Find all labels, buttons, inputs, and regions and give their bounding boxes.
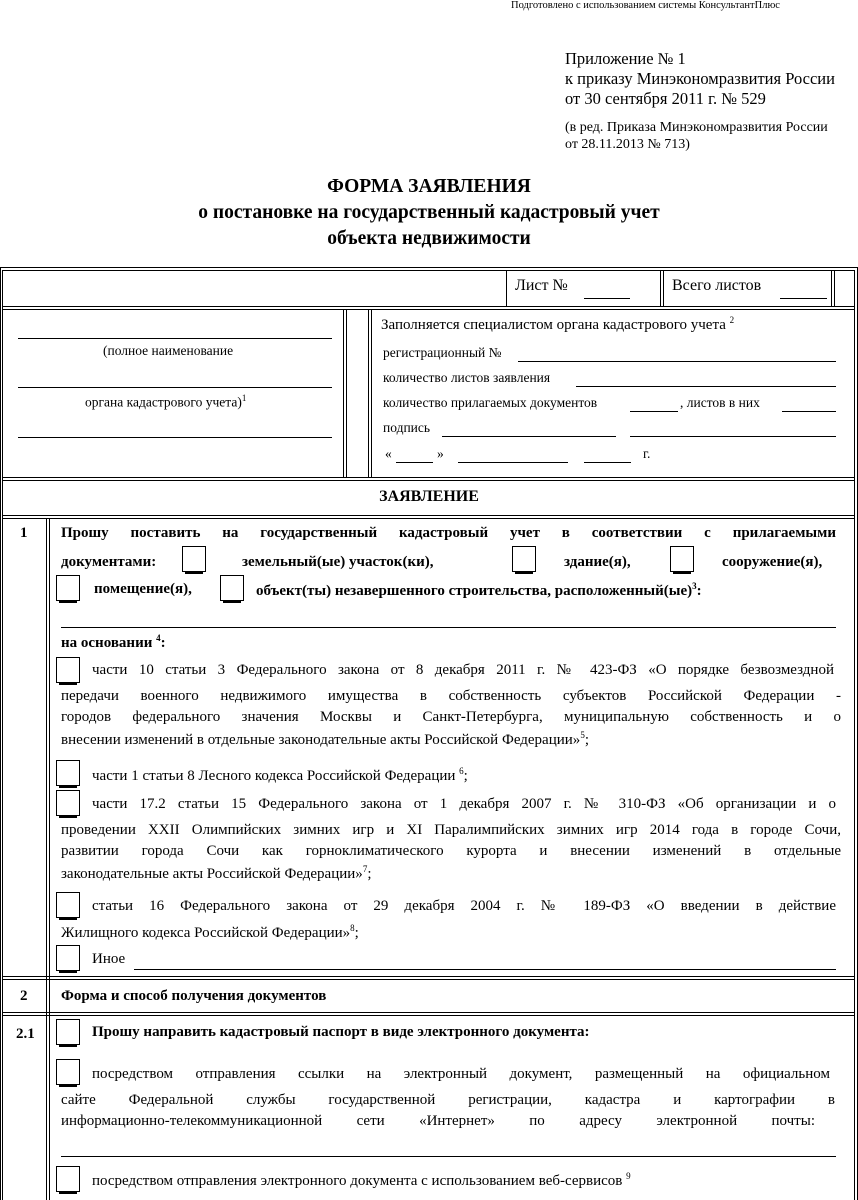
- date-close-quote: »: [437, 446, 444, 461]
- basis-other-field[interactable]: [134, 969, 836, 970]
- total-sheets-label: Всего листов: [672, 277, 762, 294]
- docs-count-field[interactable]: [630, 411, 678, 412]
- web-services-checkbox[interactable]: [56, 1166, 80, 1192]
- basis-option-3-line-1: части 17.2 статьи 15 Федерального закона от 1 декабря 2007 г. № 310-ФЗ «Об организации и о: [92, 796, 836, 812]
- reg-number-field[interactable]: [518, 361, 836, 362]
- location-field[interactable]: [61, 627, 836, 628]
- authority-caption-2: органа кадастрового учета)$^1$: [85, 393, 247, 410]
- appendix-line-2: к приказу Минэкономразвития России: [565, 69, 835, 88]
- basis-option-4-line-2: Жилищного кодекса Российской Федерации»$^8$;: [61, 923, 359, 941]
- land-label: земельный(ые) участок(ки),: [242, 554, 434, 570]
- basis-option-1-line-4: внесении изменений в отдельные законодательные акты Российской Федерации»$^5$;: [61, 730, 589, 748]
- send-link-line-2: сайте Федеральной службы государственной регистрации, кадастра и картографии в: [61, 1092, 835, 1108]
- section-2-heading: Форма и способ получения документов: [61, 988, 327, 1004]
- basis-option-1-line-1: части 10 статьи 3 Федерального закона от 8 декабря 2011 г. № 423-ФЗ «О порядке безвозмездной: [92, 662, 834, 678]
- send-link-checkbox[interactable]: [56, 1059, 80, 1085]
- structure-checkbox[interactable]: [670, 546, 694, 572]
- send-link-line-3: информационно-телекоммуникационной сети «Интернет» по адресу электронной почты:: [61, 1113, 815, 1129]
- year-suffix: г.: [643, 446, 651, 461]
- appendix-line-1: Приложение № 1: [565, 49, 686, 68]
- land-checkbox[interactable]: [182, 546, 206, 572]
- premises-checkbox[interactable]: [56, 575, 80, 601]
- premises-label: помещение(я),: [94, 581, 192, 597]
- building-checkbox[interactable]: [512, 546, 536, 572]
- authority-name-field-1[interactable]: [18, 338, 332, 339]
- appendix-edition-1: (в ред. Приказа Минэкономразвития России: [565, 120, 828, 135]
- authority-caption-1: (полное наименование: [103, 343, 234, 358]
- date-year-field[interactable]: [584, 462, 631, 463]
- section-1-request: Прошу поставить на государственный кадастровый учет в соответствии с прилагаемыми: [61, 525, 836, 541]
- section-2-1-number: 2.1: [16, 1026, 35, 1042]
- basis-option-4-checkbox[interactable]: [56, 892, 80, 918]
- form-subtitle-2: объекта недвижимости: [327, 228, 531, 249]
- total-sheets-field[interactable]: [780, 298, 827, 299]
- signature-name-field[interactable]: [630, 436, 836, 437]
- section-2-number: 2: [20, 988, 28, 1004]
- statement-heading: ЗАЯВЛЕНИЕ: [379, 488, 479, 505]
- sheet-number-label: Лист №: [515, 277, 568, 294]
- building-label: здание(я),: [564, 554, 631, 570]
- basis-option-1-line-3: городов федерального значения Москвы и Санкт-Петербурга, муниципальную собственность и о: [61, 709, 841, 725]
- pages-count-field[interactable]: [576, 386, 836, 387]
- docs-sheets-field[interactable]: [782, 411, 836, 412]
- basis-option-4-line-1: статьи 16 Федерального закона от 29 декабря 2004 г. № 189-ФЗ «О введении в действие: [92, 898, 836, 914]
- pages-count-label: количество листов заявления: [383, 370, 551, 385]
- basis-option-3-checkbox[interactable]: [56, 790, 80, 816]
- date-month-field[interactable]: [458, 462, 568, 463]
- sheet-number-field[interactable]: [584, 298, 630, 299]
- basis-label: на основании $^4$:: [61, 633, 166, 651]
- basis-option-3-line-2: проведении XXII Олимпийских зимних игр и XI Паралимпийских зимних игр 2014 года в городе Сочи,: [61, 822, 841, 838]
- unfinished-label: объект(ты) незавершенного строительства, расположенный(ые)$^3$:: [256, 581, 702, 599]
- date-day-field[interactable]: [396, 462, 433, 463]
- signature-label: подпись: [383, 420, 431, 435]
- appendix-line-3: от 30 сентября 2011 г. № 529: [565, 89, 766, 108]
- basis-option-2-checkbox[interactable]: [56, 760, 80, 786]
- basis-option-1-line-2: передачи военного недвижимого имущества в собственность субъектов Российской Федерации -: [61, 688, 841, 704]
- web-services-label: посредством отправления электронного документа с использованием веб-сервисов $^9$: [92, 1171, 631, 1189]
- section-1-number: 1: [20, 525, 28, 541]
- specialist-heading: Заполняется специалистом органа кадастрового учета $^2$: [381, 315, 735, 333]
- email-field[interactable]: [61, 1156, 836, 1157]
- date-open-quote: «: [385, 446, 392, 461]
- authority-name-field-2[interactable]: [18, 387, 332, 388]
- authority-name-field-3[interactable]: [18, 437, 332, 438]
- form-title: ФОРМА ЗАЯВЛЕНИЯ: [327, 176, 531, 197]
- electronic-passport-checkbox[interactable]: [56, 1019, 80, 1045]
- basis-other-label: Иное: [92, 951, 126, 967]
- signature-field[interactable]: [442, 436, 616, 437]
- basis-option-3-line-4: законодательные акты Российской Федерации»$^7$;: [61, 864, 372, 882]
- basis-other-checkbox[interactable]: [56, 945, 80, 971]
- consultant-note: Подготовлено с использованием системы КонсультантПлюс: [511, 0, 780, 11]
- documents-label: документами:: [61, 554, 157, 570]
- structure-label: сооружение(я),: [722, 554, 823, 570]
- unfinished-checkbox[interactable]: [220, 575, 244, 601]
- docs-sheets-label: , листов в них: [680, 395, 760, 410]
- form-subtitle-1: о постановке на государственный кадастровый учет: [198, 202, 660, 223]
- basis-option-2-label: части 1 статьи 8 Лесного кодекса Российской Федерации $^6$;: [92, 766, 468, 784]
- basis-option-3-line-3: развитии города Сочи как горноклиматического курорта и внесении изменений в отдельные: [61, 843, 841, 859]
- send-link-line-1: посредством отправления ссылки на электронный документ, размещенный на официальном: [92, 1066, 830, 1082]
- basis-option-1-checkbox[interactable]: [56, 657, 80, 683]
- docs-count-label: количество прилагаемых документов: [383, 395, 598, 410]
- appendix-edition-2: от 28.11.2013 № 713): [565, 137, 690, 152]
- electronic-passport-label: Прошу направить кадастровый паспорт в виде электронного документа:: [92, 1024, 590, 1040]
- reg-number-label: регистрационный №: [383, 345, 502, 360]
